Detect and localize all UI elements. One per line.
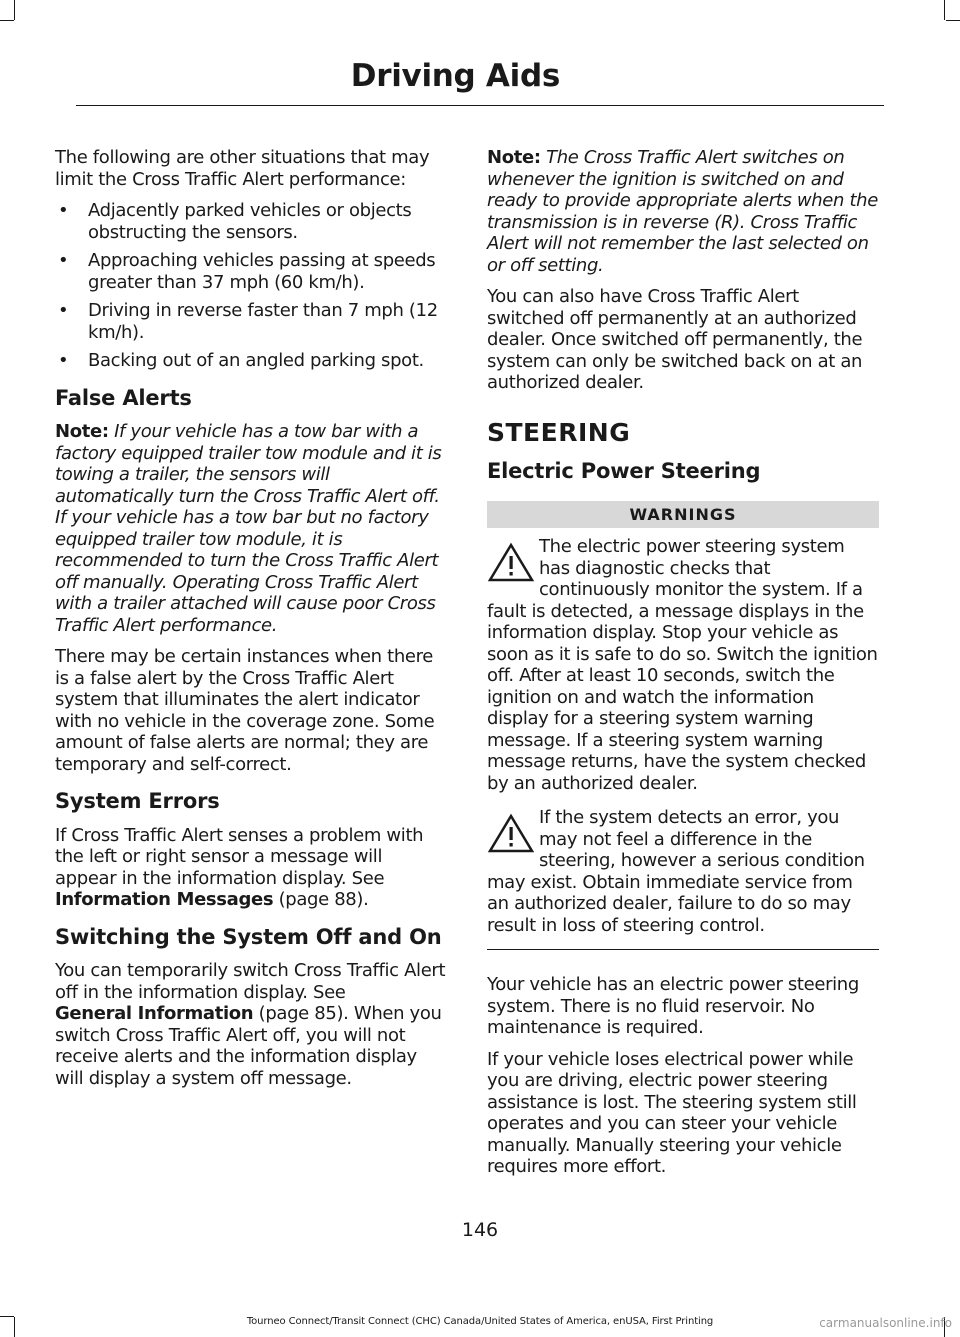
watermark: carmanualsonline.info <box>819 1316 952 1330</box>
note-text: The Cross Traffic Alert switches on whenever the ignition is switched on and ready to provide appropriate alerts when the transmission is in reverse (R). Cross Traffic Alert will not remember the last selected on or off setting. <box>487 147 878 276</box>
system-errors-text: If Cross Traffic Alert senses a problem with the left or right sensor a message will appear in the information display. See <box>55 824 424 889</box>
note-label: Note: <box>55 421 109 442</box>
crop-mark <box>14 0 15 20</box>
list-item: • Backing out of an angled parking spot. <box>55 350 447 372</box>
section-heading-system-errors: System Errors <box>55 789 220 813</box>
warning-triangle-icon <box>487 813 539 853</box>
warning-text: The electric power steering system has diagnostic checks that continuously monitor the system. If a fault is detected, a message displays in the information display. Stop your vehicle as soon as it is safe to do so. Switch the ignition off. After at least 10 seconds, switch the ignition on and watch the information display for a steering system warning message. If a steering system warning message returns, have the system checked by an authorized dealer. <box>487 536 878 794</box>
xref-link-information-messages[interactable]: Information Messages <box>55 889 274 910</box>
crop-mark <box>944 0 945 20</box>
xref-link-general-information[interactable]: General Information <box>55 1003 254 1024</box>
system-errors-paragraph <box>55 825 447 911</box>
note-label: Note: <box>487 147 541 168</box>
section-heading-switching: Switching the System Off and On <box>55 924 442 949</box>
xref-page: (page 88). <box>278 889 369 910</box>
note-paragraph <box>487 147 879 276</box>
section-heading-eps: Electric Power Steering <box>487 459 761 483</box>
left-column <box>55 147 447 1099</box>
warning-triangle-icon <box>487 542 539 582</box>
page-number: 146 <box>461 1219 499 1241</box>
warning-block <box>487 536 879 794</box>
section-heading-steering: STEERING <box>487 417 631 447</box>
intro-paragraph: The following are other situations that may limit the Cross Traffic Alert performance: <box>55 147 430 190</box>
false-alerts-paragraph: There may be certain instances when there is a false alert by the Cross Traffic Alert system that illuminates the alert indicator with no vehicle in the coverage zone. Some amount of false alerts are normal; they are temporary and self-correct. <box>55 646 435 775</box>
warning-text: If the system detects an error, you may not feel a difference in the steering, however a serious condition may exist. Obtain immediate service from an authorized dealer, failure to do so may result in loss of steering control. <box>487 807 865 936</box>
crop-mark <box>946 20 960 21</box>
xref-page: (page 85). <box>258 1003 349 1024</box>
right-column <box>487 147 879 1188</box>
list-item: • Adjacently parked vehicles or objects obstructing the sensors. <box>55 200 447 243</box>
header-divider <box>76 105 884 106</box>
warnings-end-divider <box>487 949 879 950</box>
footer-text: Tourneo Connect/Transit Connect (CHC) Canada/United States of America, enUSA, First Printing <box>246 1316 714 1327</box>
note-paragraph <box>55 421 447 636</box>
list-item: • Driving in reverse faster than 7 mph (12 km/h). <box>55 300 447 343</box>
page-title: Driving Aids <box>350 58 560 94</box>
switching-paragraph <box>55 960 447 1089</box>
list-item: • Approaching vehicles passing at speeds greater than 37 mph (60 km/h). <box>55 250 447 293</box>
eps-paragraph: Your vehicle has an electric power steering system. There is no fluid reservoir. No maintenance is required. <box>487 974 859 1038</box>
warnings-header: WARNINGS <box>487 501 879 529</box>
warning-block <box>487 807 879 936</box>
eps-paragraph: If your vehicle loses electrical power while you are driving, electric power steering assistance is lost. The steering system still operates and you can steer your vehicle manually. Manually steering your vehicle requires more effort. <box>487 1048 857 1177</box>
crop-mark <box>0 20 14 21</box>
switching-text-b: When you switch Cross Traffic Alert off, you will not receive alerts and the information display will display a system off message. <box>55 1003 442 1089</box>
note-text: If your vehicle has a tow bar with a factory equipped trailer tow module and it is towing a trailer, the sensors will automatically turn the Cross Traffic Alert off. If your vehicle has a tow bar but no factory equipped trailer tow module, it is recommended to turn the Cross Traffic Alert off manually. Operating Cross Traffic Alert with a trailer attached will cause poor Cross Traffic Alert performance. <box>55 421 442 636</box>
switching-text-a: You can temporarily switch Cross Traffic Alert off in the information display. See <box>55 960 446 1003</box>
limitations-list <box>55 200 447 372</box>
section-heading-false-alerts: False Alerts <box>55 385 192 410</box>
permanent-off-paragraph: You can also have Cross Traffic Alert switched off permanently at an authorized dealer. Once switched off permanently, the system can only be switched back on at an authorized dealer. <box>487 286 863 393</box>
